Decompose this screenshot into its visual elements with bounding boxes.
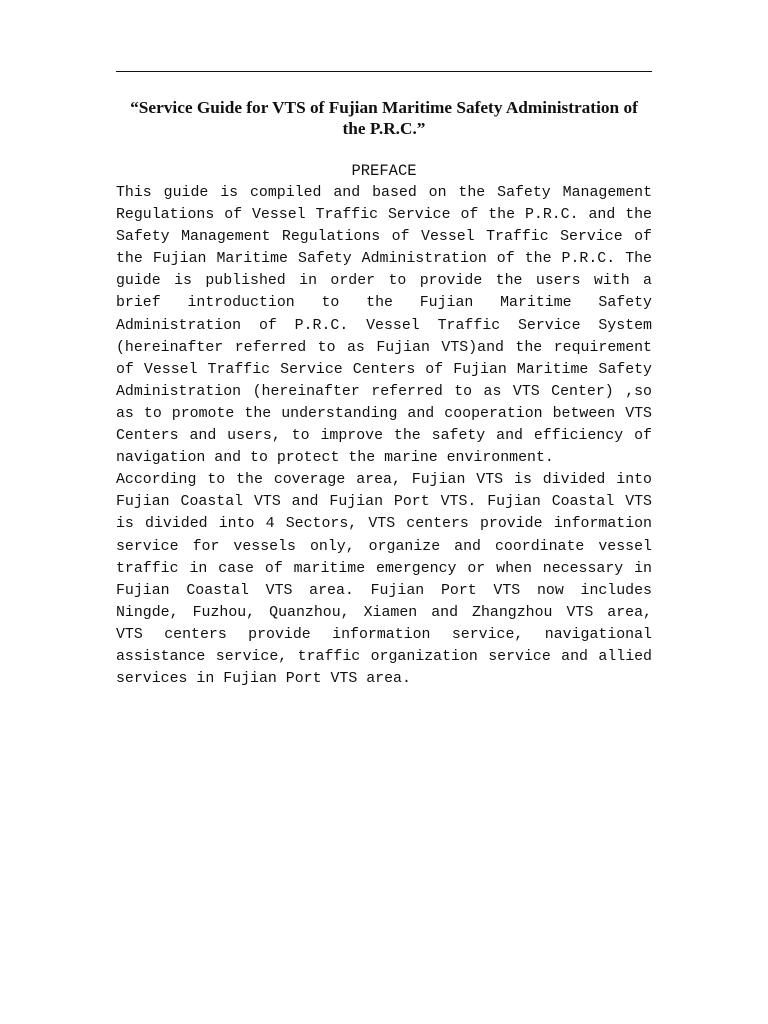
text-line: as to promote the understanding and cooperation between VTS: [116, 405, 652, 422]
text-line: Fujian Coastal VTS and Fujian Port VTS. Fujian Coastal VTS: [116, 494, 652, 511]
text-line: This guide is compiled and based on the Safety Management: [116, 185, 652, 201]
text-line: service for vessels only, organize and coordinate vessel: [116, 538, 652, 555]
text-line: According to the coverage area, Fujian VTS is divided into: [116, 472, 652, 489]
text-line: of Vessel Traffic Service Centers of Fujian Maritime Safety: [116, 361, 652, 378]
text-line: assistance service, traffic organization service and allied: [116, 648, 652, 665]
preface-body: [116, 182, 652, 690]
text-line: brief introduction to the Fujian Maritime Safety: [116, 295, 652, 312]
text-line: traffic in case of maritime emergency or when necessary in: [116, 560, 652, 577]
text-line: Ningde, Fuzhou, Quanzhou, Xiamen and Zhangzhou VTS area,: [116, 604, 652, 621]
top-horizontal-rule: [116, 71, 652, 72]
text-line: services in Fujian Port VTS area.: [116, 671, 411, 688]
text-line: is divided into 4 Sectors, VTS centers provide information: [116, 516, 652, 533]
document-title-line: “Service Guide for VTS of Fujian Maritime Safety Administration of: [130, 98, 638, 117]
text-line: guide is published in order to provide the users with a: [116, 273, 652, 290]
preface-paragraph-1: [116, 182, 652, 469]
text-line: (hereinafter referred to as Fujian VTS)and the requirement: [116, 339, 652, 356]
text-line: the Fujian Maritime Safety Administration of the P.R.C. The: [116, 251, 652, 268]
text-line: Fujian Coastal VTS area. Fujian Port VTS now includes: [116, 582, 652, 599]
text-line: Centers and users, to improve the safety and efficiency of: [116, 428, 652, 445]
text-line: Administration (hereinafter referred to as VTS Center) ,so: [116, 383, 652, 400]
preface-heading: PREFACE: [351, 162, 417, 180]
document-title: [116, 97, 652, 139]
text-line: VTS centers provide information service, navigational: [116, 626, 652, 643]
text-line: navigation and to protect the marine environment.: [116, 450, 554, 467]
preface-paragraph-2: [116, 469, 652, 690]
document-title-line: the P.R.C.”: [342, 119, 426, 138]
text-line: Regulations of Vessel Traffic Service of the P.R.C. and the: [116, 207, 652, 224]
text-line: Safety Management Regulations of Vessel Traffic Service of: [116, 229, 652, 246]
text-line: Administration of P.R.C. Vessel Traffic Service System: [116, 317, 652, 334]
